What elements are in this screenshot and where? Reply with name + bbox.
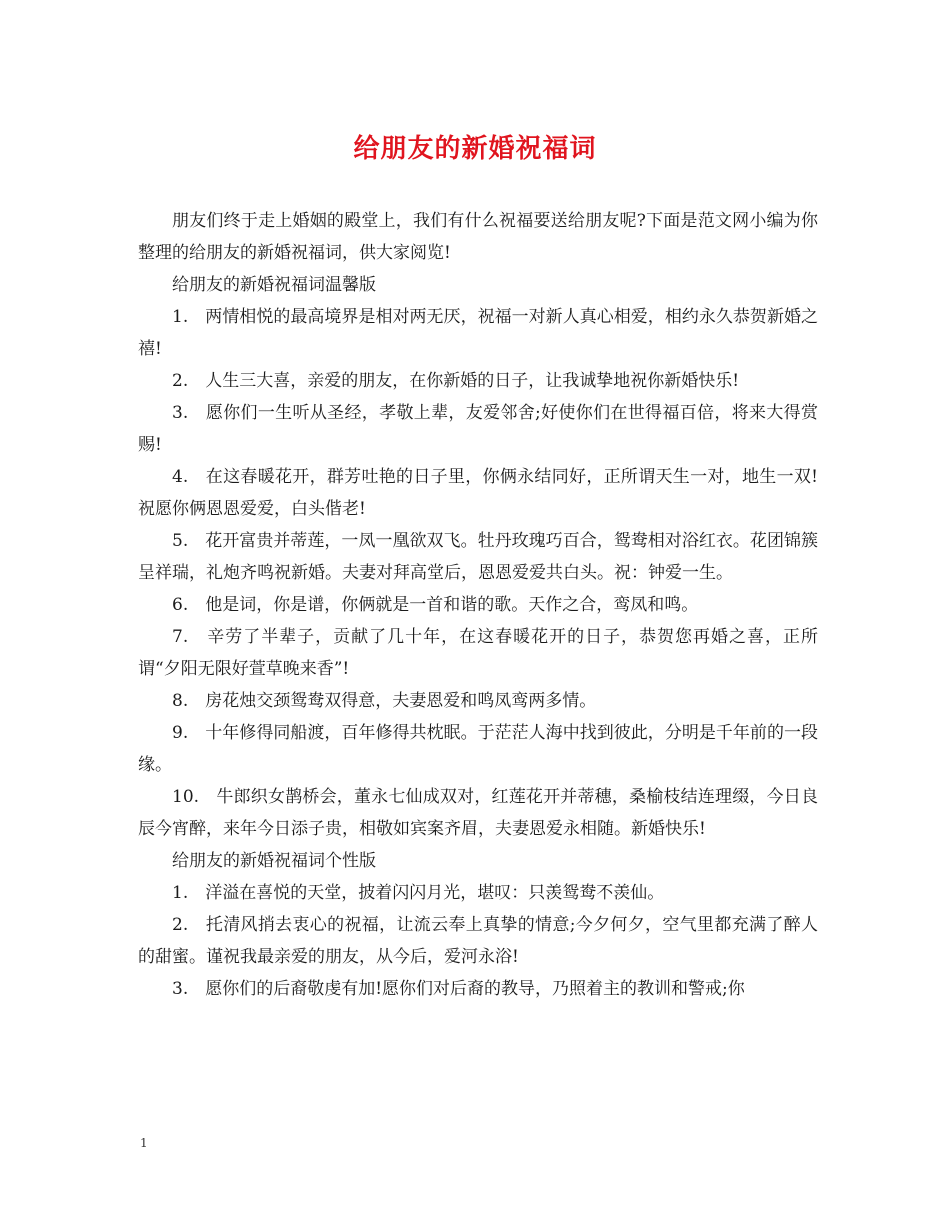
list-item: 1. 洋溢在喜悦的天堂，披着闪闪月光，堪叹：只羡鸳鸯不羡仙。: [172, 883, 665, 903]
list-item: 3. 愿你们的后裔敬虔有加!愿你们对后裔的教导，乃照着主的教训和警戒;你: [172, 979, 745, 999]
section-heading: 给朋友的新婚祝福词温馨版: [172, 275, 376, 295]
list-item: 8. 房花烛交颈鸳鸯双得意，夫妻恩爱和鸣凤鸾两多情。: [172, 691, 597, 711]
section-heading: 给朋友的新婚祝福词个性版: [172, 851, 376, 871]
list-item: 7. 辛劳了半辈子，贡献了几十年，在这春暖花开的日子，恭贺您再婚之喜，正所谓“夕阳无限好萱草晚来香”!: [138, 627, 818, 679]
list-item: 3. 愿你们一生听从圣经，孝敬上辈，友爱邻舍;好使你们在世得福百倍，将来大得赏赐!: [138, 403, 818, 455]
list-item: 2. 人生三大喜，亲爱的朋友，在你新婚的日子，让我诚挚地祝你新婚快乐!: [172, 371, 740, 391]
list-item: 6. 他是词，你是谱，你俩就是一首和谐的歌。天作之合，鸾凤和鸣。: [172, 595, 699, 615]
document-title: 给朋友的新婚祝福词: [353, 134, 597, 164]
list-item: 5. 花开富贵并蒂莲，一凤一凰欲双飞。牡丹玫瑰巧百合，鸳鸯相对浴红衣。花团锦簇呈祥瑞，礼炮齐鸣祝新婚。夫妻对拜高堂后，恩恩爱爱共白头。祝：钟爱一生。: [138, 531, 818, 583]
intro-paragraph: 朋友们终于走上婚姻的殿堂上，我们有什么祝福要送给朋友呢?下面是范文网小编为你整理的给朋友的新婚祝福词，供大家阅览!: [138, 211, 818, 263]
list-item: 4. 在这春暖花开，群芳吐艳的日子里，你俩永结同好，正所谓天生一对，地生一双!祝愿你俩恩恩爱爱，白头偕老!: [138, 467, 818, 519]
list-item: 2. 托清风捎去衷心的祝福，让流云奉上真挚的情意;今夕何夕，空气里都充满了醉人的甜蜜。谨祝我最亲爱的朋友，从今后，爱河永浴!: [138, 915, 818, 967]
list-item: 10. 牛郎织女鹊桥会，董永七仙成双对，红莲花开并蒂穗，桑榆枝结连理缀，今日良辰今宵醉，来年今日添子贵，相敬如宾案齐眉，夫妻恩爱永相随。新婚快乐!: [138, 787, 818, 839]
document-body: [138, 205, 818, 1005]
list-item: 1. 两情相悦的最高境界是相对两无厌，祝福一对新人真心相爱，相约永久恭贺新婚之禧!: [138, 307, 818, 359]
page-number: 1: [140, 1136, 148, 1150]
list-item: 9. 十年修得同船渡，百年修得共枕眠。于茫茫人海中找到彼此，分明是千年前的一段缘。: [138, 723, 818, 775]
